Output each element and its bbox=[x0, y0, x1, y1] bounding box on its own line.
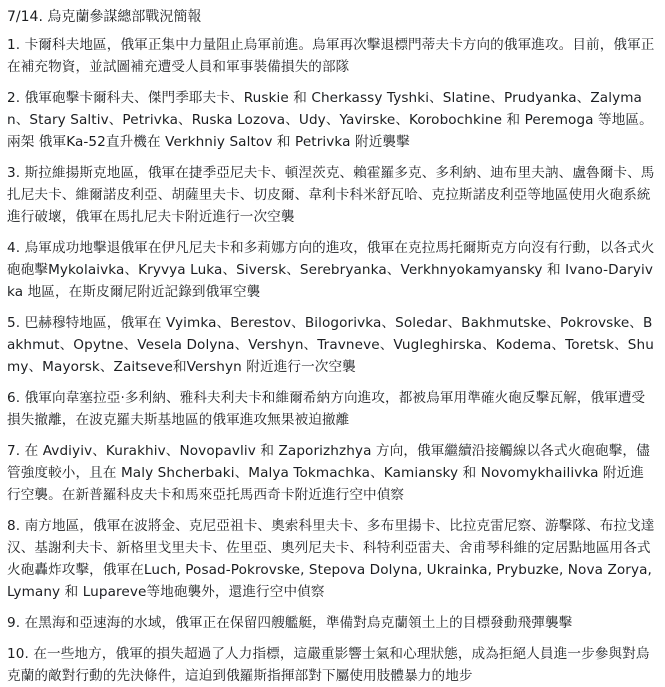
report-item-4: 4. 烏軍成功地擊退俄軍在伊凡尼夫卡和多莉娜方向的進攻，俄軍在克拉馬托爾斯克方向沒有行動，以各式火砲砲擊Mykolaivka、Kryvya Luka、Siversk、Serebryanka、Verkhnyokamyansky 和 Ivano-Daryivka 地區，在斯皮爾尼附近記錄到俄軍空襲 bbox=[7, 240, 655, 300]
report-item-9: 9. 在黑海和亞速海的水域，俄軍正在保留四艘艦艇，準備對烏克蘭領土上的目標發動飛彈襲擊 bbox=[7, 615, 573, 631]
report-item-1: 1. 卡爾科夫地區，俄軍正集中力量阻止烏軍前進。烏軍再次擊退標門蒂夫卡方向的俄軍進攻。目前，俄軍正在補充物資，並試圖補充遭受人員和軍事裝備損失的部隊 bbox=[7, 37, 655, 75]
report-item-6: 6. 俄軍向韋塞拉亞·多利納、雅科夫利夫卡和維爾希納方向進攻，都被烏軍用準確火砲反擊瓦解，俄軍遭受損失撤離，在波克羅夫斯基地區的俄軍進攻無果被迫撤離 bbox=[7, 390, 646, 428]
post-title: 7/14. 烏克蘭參謀總部戰況簡報 bbox=[7, 9, 202, 25]
report-item-5: 5. 巴赫穆特地區，俄軍在 Vyimka、Berestov、Bilogorivka、Soledar、Bakhmutske、Pokrovske、Bakhmut、Opytne、Vesela Dolyna、Vershyn、Travneve、Vugleghirska、Kodema、Toretsk、Shumy、Mayorsk、Zaitseve和Vershyn 附近進行一次空襲 bbox=[7, 315, 654, 375]
report-item-10: 10. 在一些地方，俄軍的損失超過了人力指標，這嚴重影響士氣和心理狀態，成為拒絕人員進一步參與對烏克蘭的敵對行動的先決條件，這迫到俄羅斯指揮部對下屬使用肢體暴力的地步 bbox=[7, 646, 650, 684]
report-item-2: 2. 俄軍砲擊卡爾科夫、傑門季耶夫卡、Ruskie 和 Cherkassy Tyshki、Slatine、Prudyanka、Zalyman、Stary Saltiv、Petrivka、Ruska Lozova、Udy、Yavirske、Korobochkine 和 Peremoga 等地區。兩架 俄軍Ka-52直升機在 Verkhniy Saltov 和 Petrivka 附近襲擊 bbox=[7, 90, 653, 150]
report-item-7: 7. 在 Avdiyiv、Kurakhiv、Novopavliv 和 Zaporizhzhya 方向，俄軍繼續沿接觸線以各式火砲砲擊，儘管強度較小，且在 Maly Shcherbaki、Malya Tokmachka、Kamiansky 和 Novomykhailivka 附近進行空襲。在新普羅科皮夫卡和馬來亞托馬西奇卡附近進行空中偵察 bbox=[7, 443, 650, 503]
report-item-8: 8. 南方地區，俄軍在波將金、克尼亞祖卡、奧索科里夫卡、多布里揚卡、比拉克雷尼察、游擊隊、布拉戈達汉、基謝利夫卡、新格里戈里夫卡、佐里亞、奧列尼夫卡、科特利亞雷夫、舍甫琴科維的定居點地區用各式火砲轟炸攻擊，俄軍在Luch, Posad-Pokrovske, Stepova Dolyna, Ukrainka, Prybuzke, Nova Zorya, Lymany 和 Lupareve等地砲襲外，還進行空中偵察 bbox=[7, 518, 655, 600]
report-item-3: 3. 斯拉維揚斯克地區，俄軍在捷季亞尼夫卡、頓涅茨克、賴霍羅多克、多利納、迪布里夫訥、盧魯爾卡、馬扎尼夫卡、維爾諾皮利亞、胡薩里夫卡、切皮爾、韋利卡科米舒瓦哈、克拉斯諾皮利亞等地區使用火砲系統進行破壞，俄軍在馬扎尼夫卡附近進行一次空襲 bbox=[7, 165, 655, 225]
